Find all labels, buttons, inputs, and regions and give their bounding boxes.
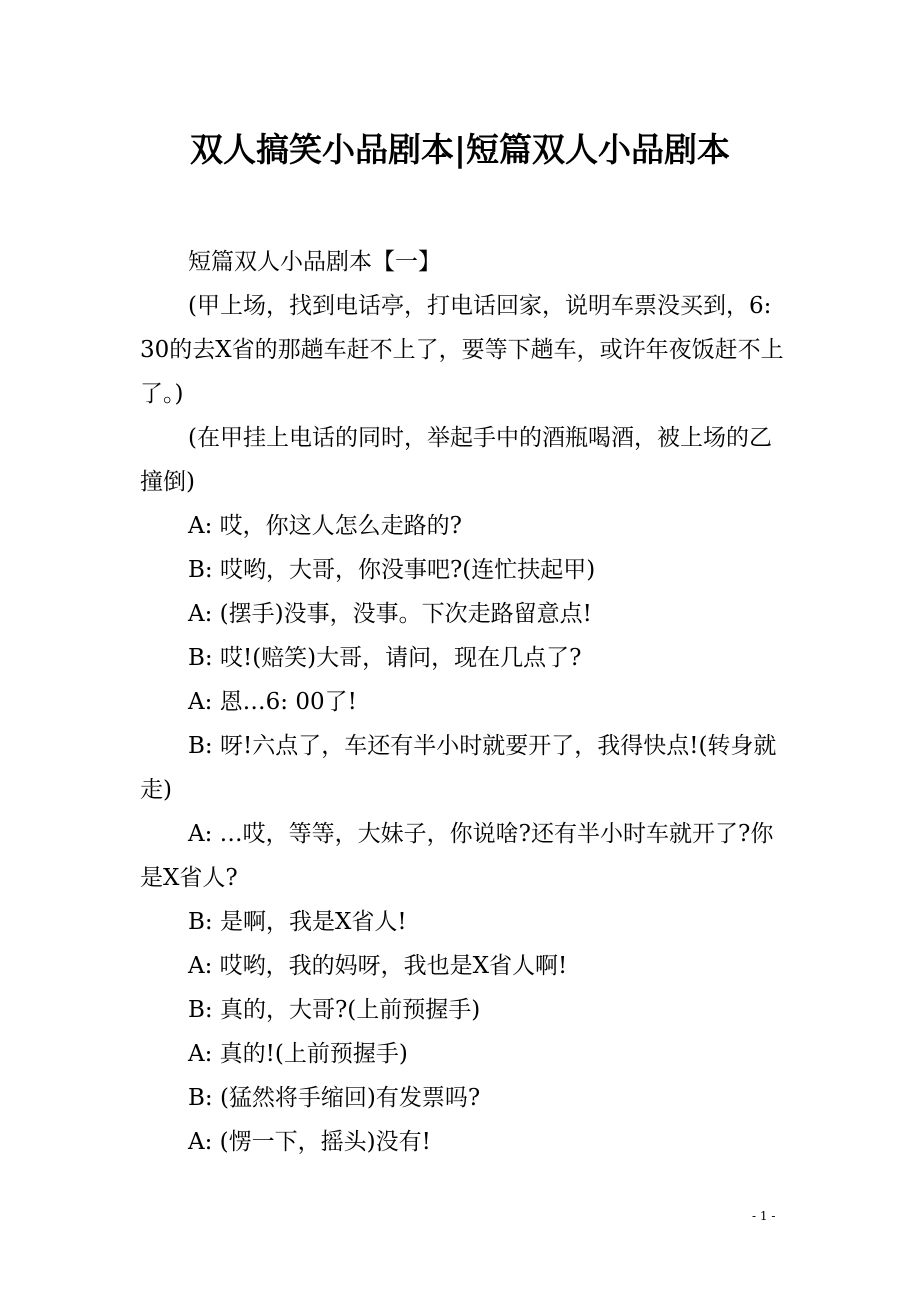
paragraph: A: (摆手)没事，没事。下次走路留意点! <box>188 601 592 627</box>
paragraph: 短篇双人小品剧本【一】 <box>188 249 441 275</box>
paragraph: A: 真的!(上前预握手) <box>188 1041 408 1067</box>
paragraph: B: 哎哟，大哥，你没事吧?(连忙扶起甲) <box>188 557 596 583</box>
paragraph: B: 哎!(赔笑)大哥，请问，现在几点了? <box>188 645 582 671</box>
paragraph: A: 恩…6: 00了! <box>188 689 357 715</box>
paragraph: A: (愣一下，摇头)没有! <box>188 1129 431 1155</box>
paragraph: B: 呀!六点了，车还有半小时就要开了，我得快点!(转身就走) <box>140 733 777 803</box>
page-number: - 1 - <box>752 1209 776 1223</box>
document-title: 双人搞笑小品剧本|短篇双人小品剧本 <box>189 130 730 169</box>
paragraph: A: …哎，等等，大妹子，你说啥?还有半小时车就开了?你是X省人? <box>140 821 774 891</box>
paragraph: B: 真的，大哥?(上前预握手) <box>188 997 481 1023</box>
paragraph: (在甲挂上电话的同时，举起手中的酒瓶喝酒，被上场的乙撞倒) <box>140 425 772 495</box>
paragraph: B: (猛然将手缩回)有发票吗? <box>188 1085 481 1111</box>
paragraph: (甲上场，找到电话亭，打电话回家，说明车票没买到，6: 30的去X省的那趟车赶不上了，要等下趟车，或许年夜饭赶不上了。) <box>140 293 784 407</box>
paragraph: A: 哎哟，我的妈呀，我也是X省人啊! <box>188 953 568 979</box>
paragraph: A: 哎，你这人怎么走路的? <box>188 513 463 539</box>
document-body <box>140 240 790 1164</box>
paragraph: B: 是啊，我是X省人! <box>188 909 407 935</box>
